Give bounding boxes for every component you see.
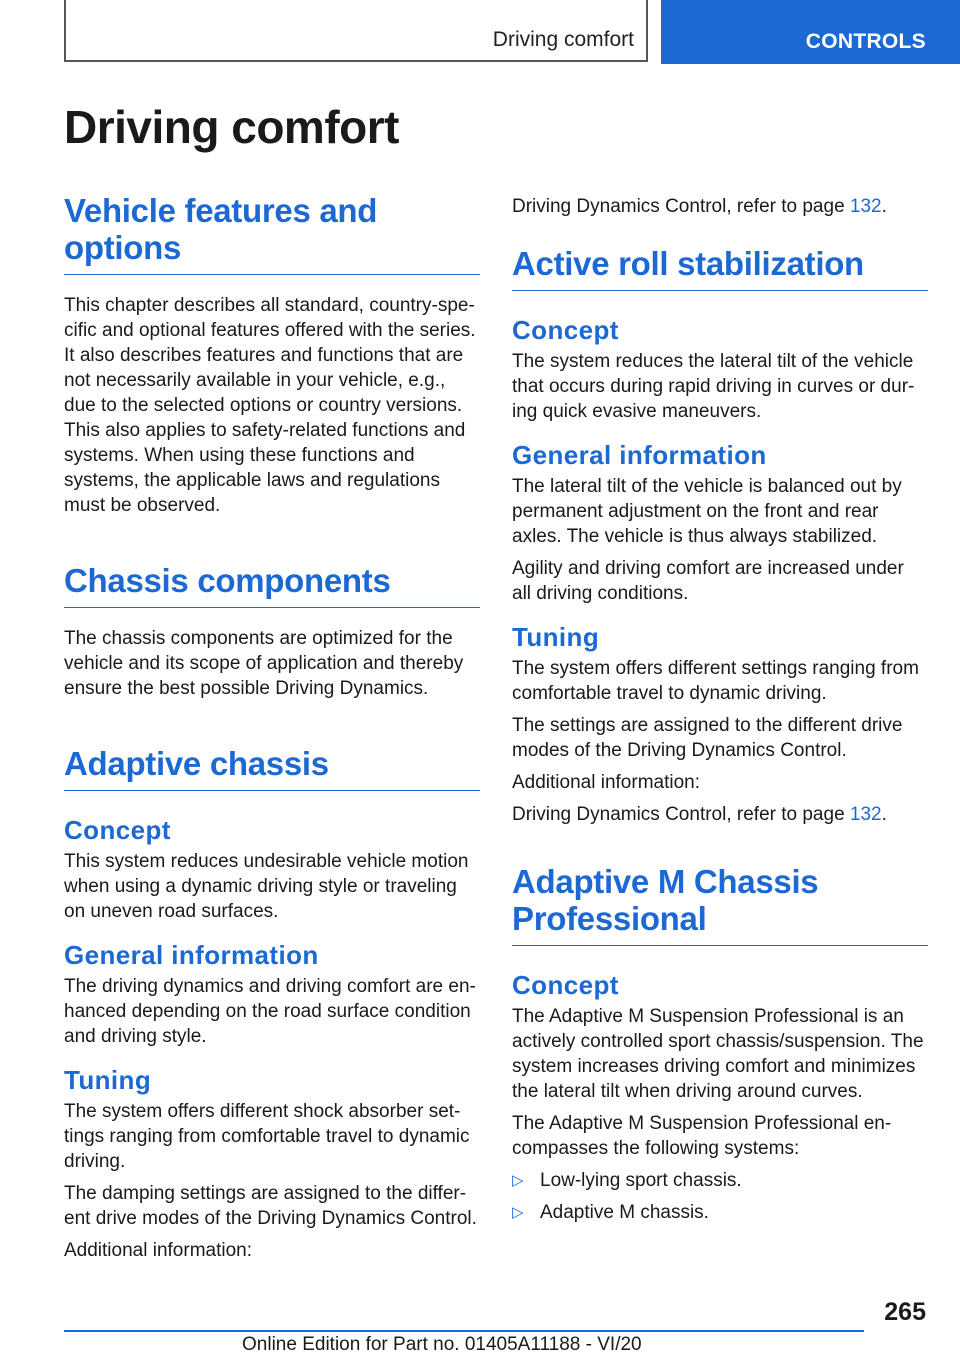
paragraph-tuning-1: The system offers different shock absorber settings ranging from comfortable travel to dynamic driving. [64, 1101, 470, 1172]
paragraph-concept-1: The Adaptive M Suspension Professional is an actively controlled sport chassis/suspension. The system increases driving comfort and minimizes the lateral tilt when driving around curves. [512, 1006, 924, 1102]
page-title: Driving comfort [64, 101, 399, 153]
paragraph-tuning-2: The settings are assigned to the different drive modes of the Driving Dynamics Control. [512, 715, 903, 761]
reference-end: . [881, 804, 887, 825]
subheading-tuning: Tuning [64, 1065, 152, 1095]
heading-chassis-components: Chassis components [64, 562, 480, 608]
header-section-tab [64, 0, 648, 62]
paragraph-additional-info: Additional information: [512, 772, 700, 793]
footer-divider [64, 1330, 864, 1332]
reference-driving-dynamics-top [512, 194, 928, 219]
subheading-general-information: General information [64, 940, 319, 970]
paragraph-concept: This system reduces undesirable vehicle motion when using a dynamic driving style or traveling on uneven road surfaces. [64, 851, 469, 922]
footer-edition-text: Online Edition for Part no. 01405A11188 - VI/20 [242, 1334, 642, 1355]
list-item [512, 1168, 928, 1193]
page-link-132[interactable]: 132 [849, 804, 882, 825]
paragraph-general-information: The driving dynamics and driving comfort are enhanced depending on the road surface condition and driving style. [64, 976, 476, 1047]
reference-driving-dynamics [512, 802, 928, 827]
subheading-tuning: Tuning [512, 622, 600, 652]
heading-adaptive-m-chassis: Adaptive M Chassis Professional [512, 863, 928, 946]
paragraph-tuning-1: The system offers different settings ranging from comfortable travel to dynamic driving. [512, 658, 919, 704]
subheading-concept: Concept [512, 315, 619, 345]
triangle-bullet-icon: ▷ [512, 1204, 524, 1221]
paragraph-concept-2: The Adaptive M Suspension Professional encompasses the following systems: [512, 1113, 892, 1159]
paragraph-additional-info: Additional information: [64, 1240, 252, 1261]
right-column [512, 190, 928, 1225]
paragraph-concept: The system reduces the lateral tilt of the vehicle that occurs during rapid driving in curves or during quick evasive maneuvers. [512, 351, 915, 422]
list-item-text: Adaptive M chassis. [540, 1202, 709, 1223]
left-column [64, 190, 480, 1263]
heading-active-roll: Active roll stabilization [512, 245, 928, 291]
paragraph-tuning-2: The damping settings are assigned to the different drive modes of the Driving Dynamics Control. [64, 1183, 477, 1229]
heading-vehicle-features: Vehicle features and options [64, 192, 480, 275]
paragraph-general-information-2: Agility and driving comfort are increased under all driving conditions. [512, 558, 904, 604]
header-chapter-label: CONTROLS [805, 30, 926, 53]
page-number: 265 [884, 1298, 926, 1326]
reference-text: Driving Dynamics Control, refer to page [512, 804, 850, 825]
reference-end: . [881, 196, 887, 217]
page-link-132[interactable]: 132 [849, 196, 882, 217]
paragraph-chassis-components: The chassis components are optimized for the vehicle and its scope of application and thereby ensure the best possible Driving Dynamics. [64, 628, 464, 699]
subheading-concept: Concept [64, 815, 171, 845]
subheading-general-information: General information [512, 440, 767, 470]
list-item-text: Low-lying sport chassis. [540, 1170, 742, 1191]
triangle-bullet-icon: ▷ [512, 1172, 524, 1189]
list-item [512, 1200, 928, 1225]
reference-text: Driving Dynamics Control, refer to page [512, 196, 850, 217]
header-section-label: Driving comfort [492, 28, 634, 51]
subheading-concept: Concept [512, 970, 619, 1000]
heading-adaptive-chassis: Adaptive chassis [64, 745, 480, 791]
paragraph-vehicle-features: This chapter describes all standard, country-specific and optional features offered with the series. It also describes features and functions that are not necessarily available in your vehicle, e.g., due to the selected options or country versions. This also applies to safety-related functions and systems. When using these functions and systems, the applicable laws and regulations must be observed. [64, 295, 476, 516]
paragraph-general-information-1: The lateral tilt of the vehicle is balanced out by permanent adjustment on the front and rear axles. The vehicle is thus always stabilized. [512, 476, 902, 547]
header-chapter-tab[interactable] [661, 0, 960, 64]
